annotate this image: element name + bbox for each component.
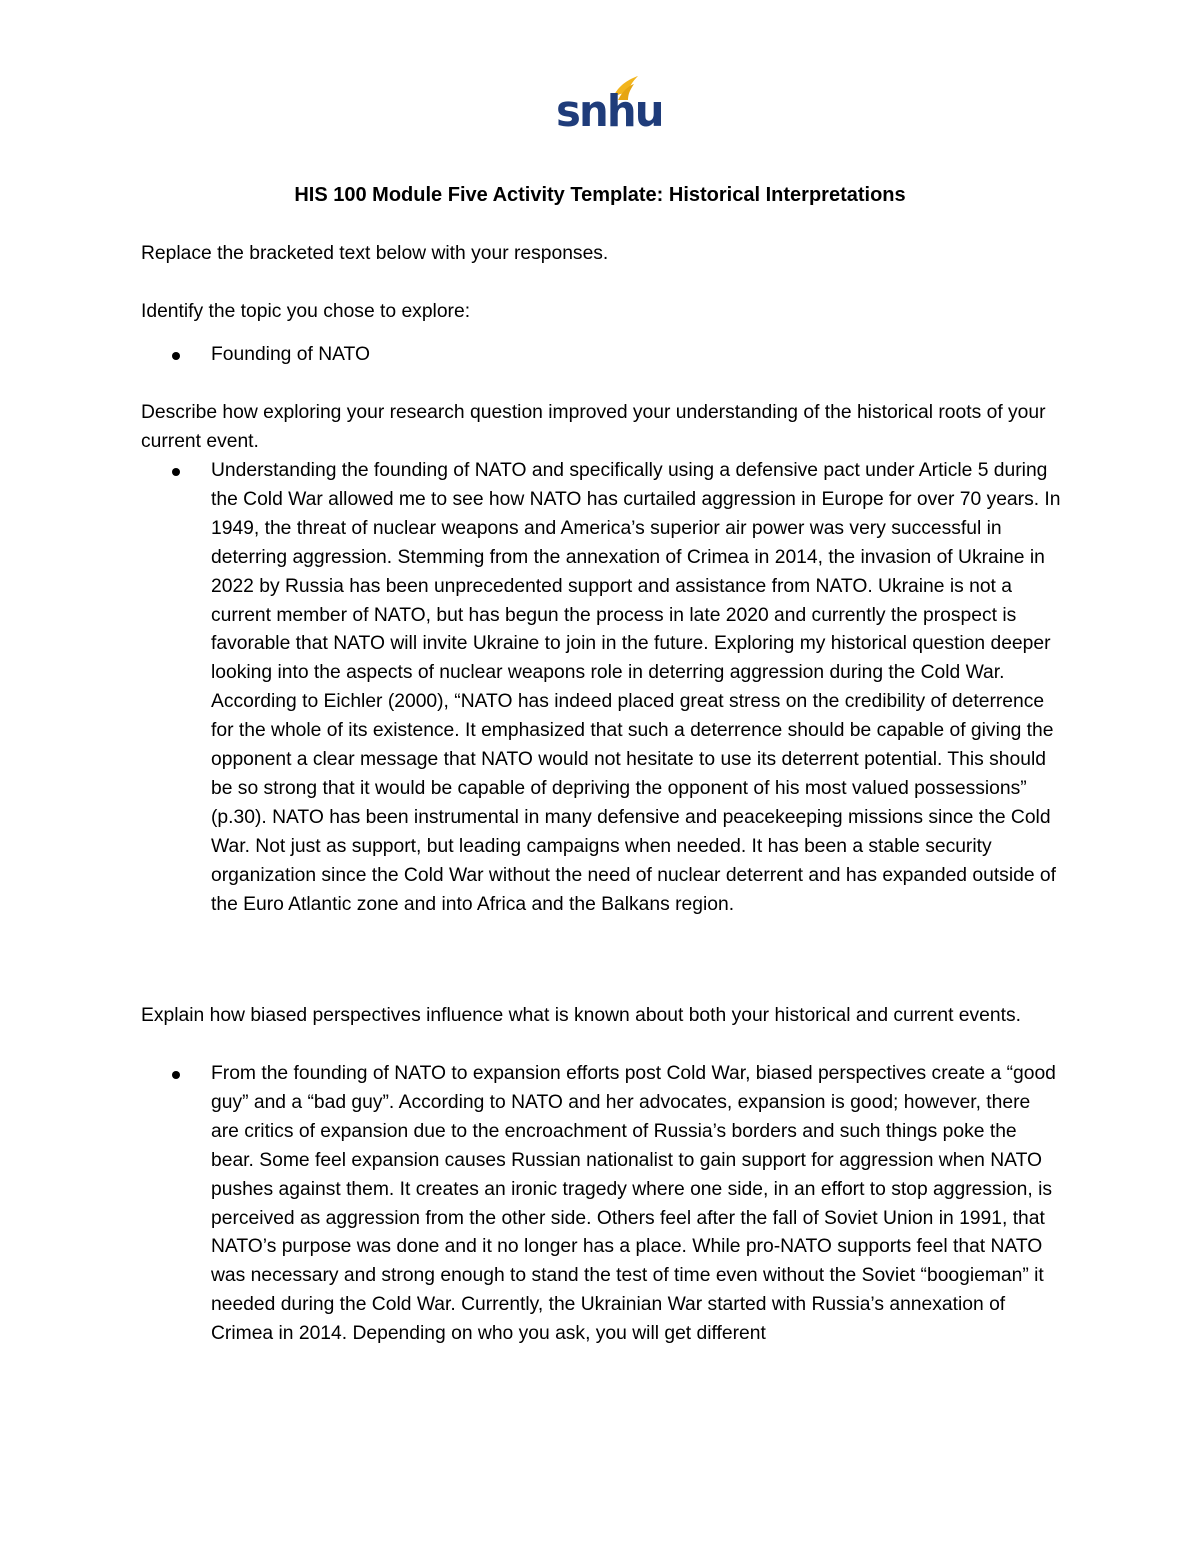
topic-prompt: Identify the topic you chose to explore: <box>141 301 471 322</box>
instructions-text: Replace the bracketed text below with your responses. <box>141 243 609 264</box>
understanding-answer: Understanding the founding of NATO and specifically using a defensive pact under Article 5 during the Cold War allowed me to see how NATO has curtailed aggression in Europe for over 70 years. In 1949, the threat of nuclear weapons and America’s superior air power was very successful in deterring aggression. Stemming from the annexation of Crimea in 2014, the invasion of Ukraine in 2022 by Russia has been unprecedented support and assistance from NATO. Ukraine is not a current member of NATO, but has begun the process in late 2020 and currently the prospect is favorable that NATO will invite Ukraine to join in the future. Exploring my historical question deeper looking into the aspects of nuclear weapons role in deterring aggression during the Cold War. According to Eichler (2000), “NATO has indeed placed great stress on the credibility of deterrence for the whole of its existence. It emphasized that such a deterrence should be capable of giving the opponent a clear message that NATO would not hesitate to use its deterrent potential. This should be so strong that it would be capable of depriving the opponent of his most valued possessions” (p.30). NATO has been instrumental in many defensive and peacekeeping missions since the Cold War. Not just as support, but leading campaigns when needed. It has been a stable security organization since the Cold War without the need of nuclear deterrent and has expanded outside of the Euro Atlantic zone and into Africa and the Balkans region. <box>211 460 1061 915</box>
bias-answer: From the founding of NATO to expansion efforts post Cold War, biased perspectives create a “good guy” and a “bad guy”. According to NATO and her advocates, expansion is good; however, there are critics of expansion due to the encroachment of Russia’s borders and such things poke the bear. Some feel expansion causes Russian nationalist to gain support for aggression when NATO pushes against them. It creates an ironic tragedy where one side, in an effort to stop aggression, is perceived as aggression from the other side. Others feel after the fall of Soviet Union in 1991, that NATO’s purpose was done and it no longer has a place. While pro-NATO supports feel that NATO was necessary and strong enough to stand the test of time even without the Soviet “boogieman” it needed during the Cold War. Currently, the Ukrainian War started with Russia’s annexation of Crimea in 2014. Depending on who you ask, you will get different <box>211 1063 1056 1345</box>
bias-prompt: Explain how biased perspectives influence what is known about both your historical and current events. <box>141 1005 1021 1026</box>
bullet-icon <box>172 468 180 476</box>
document-title: HIS 100 Module Five Activity Template: Historical Interpretations <box>294 184 906 206</box>
bullet-icon <box>172 352 180 360</box>
bullet-icon <box>172 1071 180 1079</box>
topic-answer: Founding of NATO <box>211 344 370 365</box>
snhu-logo <box>548 74 663 138</box>
understanding-prompt: Describe how exploring your research question improved your understanding of the historical roots of your current event. <box>141 402 1046 452</box>
logo-wordmark: snhu <box>556 86 663 137</box>
